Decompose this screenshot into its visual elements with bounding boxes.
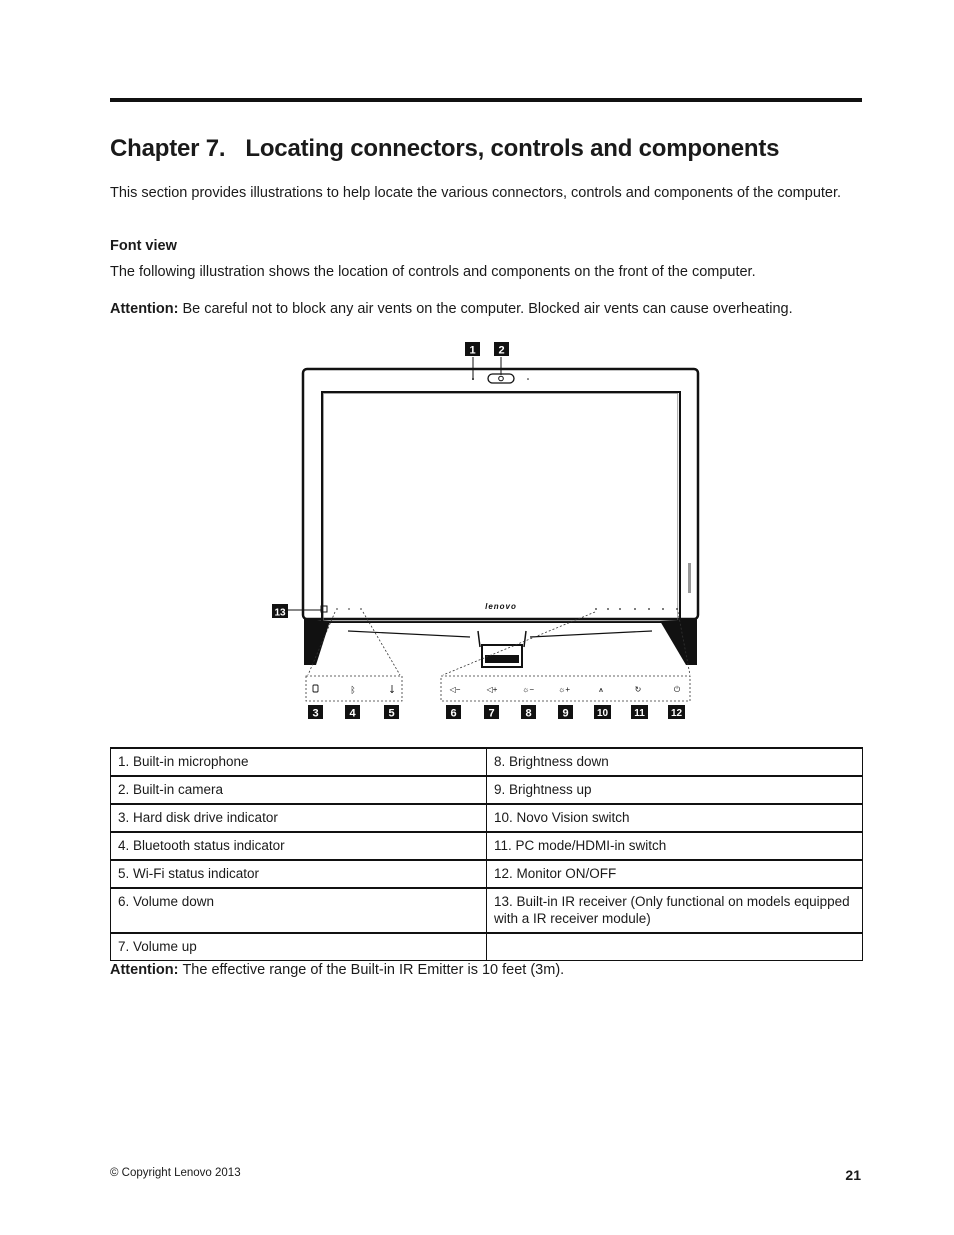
legend-cell: 3. Hard disk drive indicator bbox=[111, 804, 487, 832]
callout-12 bbox=[668, 705, 685, 719]
callout-2 bbox=[494, 342, 509, 357]
intro-paragraph: This section provides illustrations to help locate the various connectors, controls and components of the computer. bbox=[110, 185, 842, 201]
chapter-label: Chapter 7. bbox=[110, 135, 226, 162]
svg-text:7: 7 bbox=[488, 707, 495, 720]
note-attention-label: Attention: bbox=[110, 962, 179, 978]
legend-cell: 11. PC mode/HDMI-in switch bbox=[487, 832, 863, 860]
legend-cell: 10. Novo Vision switch bbox=[487, 804, 863, 832]
brightness-up-icon: ☼+ bbox=[557, 685, 571, 694]
legend-cell bbox=[487, 933, 863, 961]
table-row bbox=[111, 832, 863, 860]
svg-text:12: 12 bbox=[670, 708, 683, 719]
callout-10 bbox=[594, 705, 611, 719]
table-row bbox=[111, 748, 863, 776]
chapter-name: Locating connectors, controls and components bbox=[245, 135, 780, 162]
section-description: The following illustration shows the location of controls and components on the front of the computer. bbox=[110, 264, 756, 280]
range-note bbox=[110, 962, 862, 979]
monitor-frame bbox=[303, 369, 698, 619]
power-icon: ⏻ bbox=[673, 685, 681, 694]
wifi-icon bbox=[388, 685, 396, 695]
svg-text:1: 1 bbox=[469, 344, 476, 357]
callout-8 bbox=[521, 705, 536, 720]
pc-hdmi-switch-icon: ↻ bbox=[634, 685, 642, 694]
svg-text:8: 8 bbox=[525, 707, 532, 720]
hdd-indicator-icon bbox=[313, 685, 318, 692]
svg-text:10: 10 bbox=[596, 708, 609, 719]
callout-9 bbox=[558, 705, 573, 720]
callout-7 bbox=[484, 705, 499, 720]
bluetooth-icon bbox=[350, 685, 355, 695]
table-row bbox=[111, 933, 863, 961]
attention-paragraph bbox=[110, 301, 862, 318]
callout-3 bbox=[308, 705, 323, 720]
svg-text:⌄: ⌄ bbox=[388, 685, 396, 695]
legend-cell: 12. Monitor ON/OFF bbox=[487, 860, 863, 888]
note-text: The effective range of the Built-in IR Emitter is 10 feet (3m). bbox=[182, 962, 565, 978]
legend-table bbox=[110, 747, 863, 961]
page-number: 21 bbox=[845, 1167, 861, 1183]
brand-logo: lenovo bbox=[485, 602, 517, 611]
callout-6 bbox=[446, 705, 461, 720]
legend-cell: 2. Built-in camera bbox=[111, 776, 487, 804]
volume-down-icon: ◁− bbox=[449, 685, 461, 694]
callout-5 bbox=[384, 705, 399, 720]
volume-up-icon: ◁+ bbox=[486, 685, 498, 694]
legend-cell: 9. Brightness up bbox=[487, 776, 863, 804]
svg-text:2: 2 bbox=[498, 344, 505, 357]
brightness-down-icon: ☼− bbox=[521, 685, 535, 694]
front-view-illustration bbox=[260, 335, 710, 725]
novo-vision-icon: ⩚ bbox=[598, 685, 604, 694]
legend-cell: 4. Bluetooth status indicator bbox=[111, 832, 487, 860]
legend-cell: 13. Built-in IR receiver (Only functional on models equipped with a IR receiver module) bbox=[487, 888, 863, 933]
legend-cell: 5. Wi-Fi status indicator bbox=[111, 860, 487, 888]
svg-text:5: 5 bbox=[388, 707, 395, 720]
legend-cell: 8. Brightness down bbox=[487, 748, 863, 776]
svg-text:4: 4 bbox=[349, 707, 356, 720]
legend-cell: 6. Volume down bbox=[111, 888, 487, 933]
table-row bbox=[111, 804, 863, 832]
svg-text:ᛒ: ᛒ bbox=[350, 685, 356, 695]
table-row bbox=[111, 776, 863, 804]
chapter-title bbox=[110, 135, 779, 163]
chapter-rule bbox=[110, 98, 862, 102]
callout-1 bbox=[465, 342, 480, 357]
table-row bbox=[111, 860, 863, 888]
callout-4 bbox=[345, 705, 360, 720]
svg-text:6: 6 bbox=[450, 707, 457, 720]
table-row bbox=[111, 888, 863, 933]
attention-label: Attention: bbox=[110, 301, 179, 317]
copyright-text: © Copyright Lenovo 2013 bbox=[110, 1167, 241, 1179]
callout-11 bbox=[631, 705, 648, 719]
microphone-dot bbox=[472, 378, 474, 380]
svg-text:3: 3 bbox=[312, 707, 319, 720]
attention-text: Be careful not to block any air vents on the computer. Blocked air vents can cause overheating. bbox=[182, 301, 793, 317]
svg-text:9: 9 bbox=[562, 707, 569, 720]
section-heading: Font view bbox=[110, 238, 177, 254]
legend-cell: 7. Volume up bbox=[111, 933, 487, 961]
svg-text:13: 13 bbox=[274, 607, 286, 619]
legend-cell: 1. Built-in microphone bbox=[111, 748, 487, 776]
svg-text:11: 11 bbox=[634, 708, 645, 719]
callout-13 bbox=[272, 604, 288, 619]
